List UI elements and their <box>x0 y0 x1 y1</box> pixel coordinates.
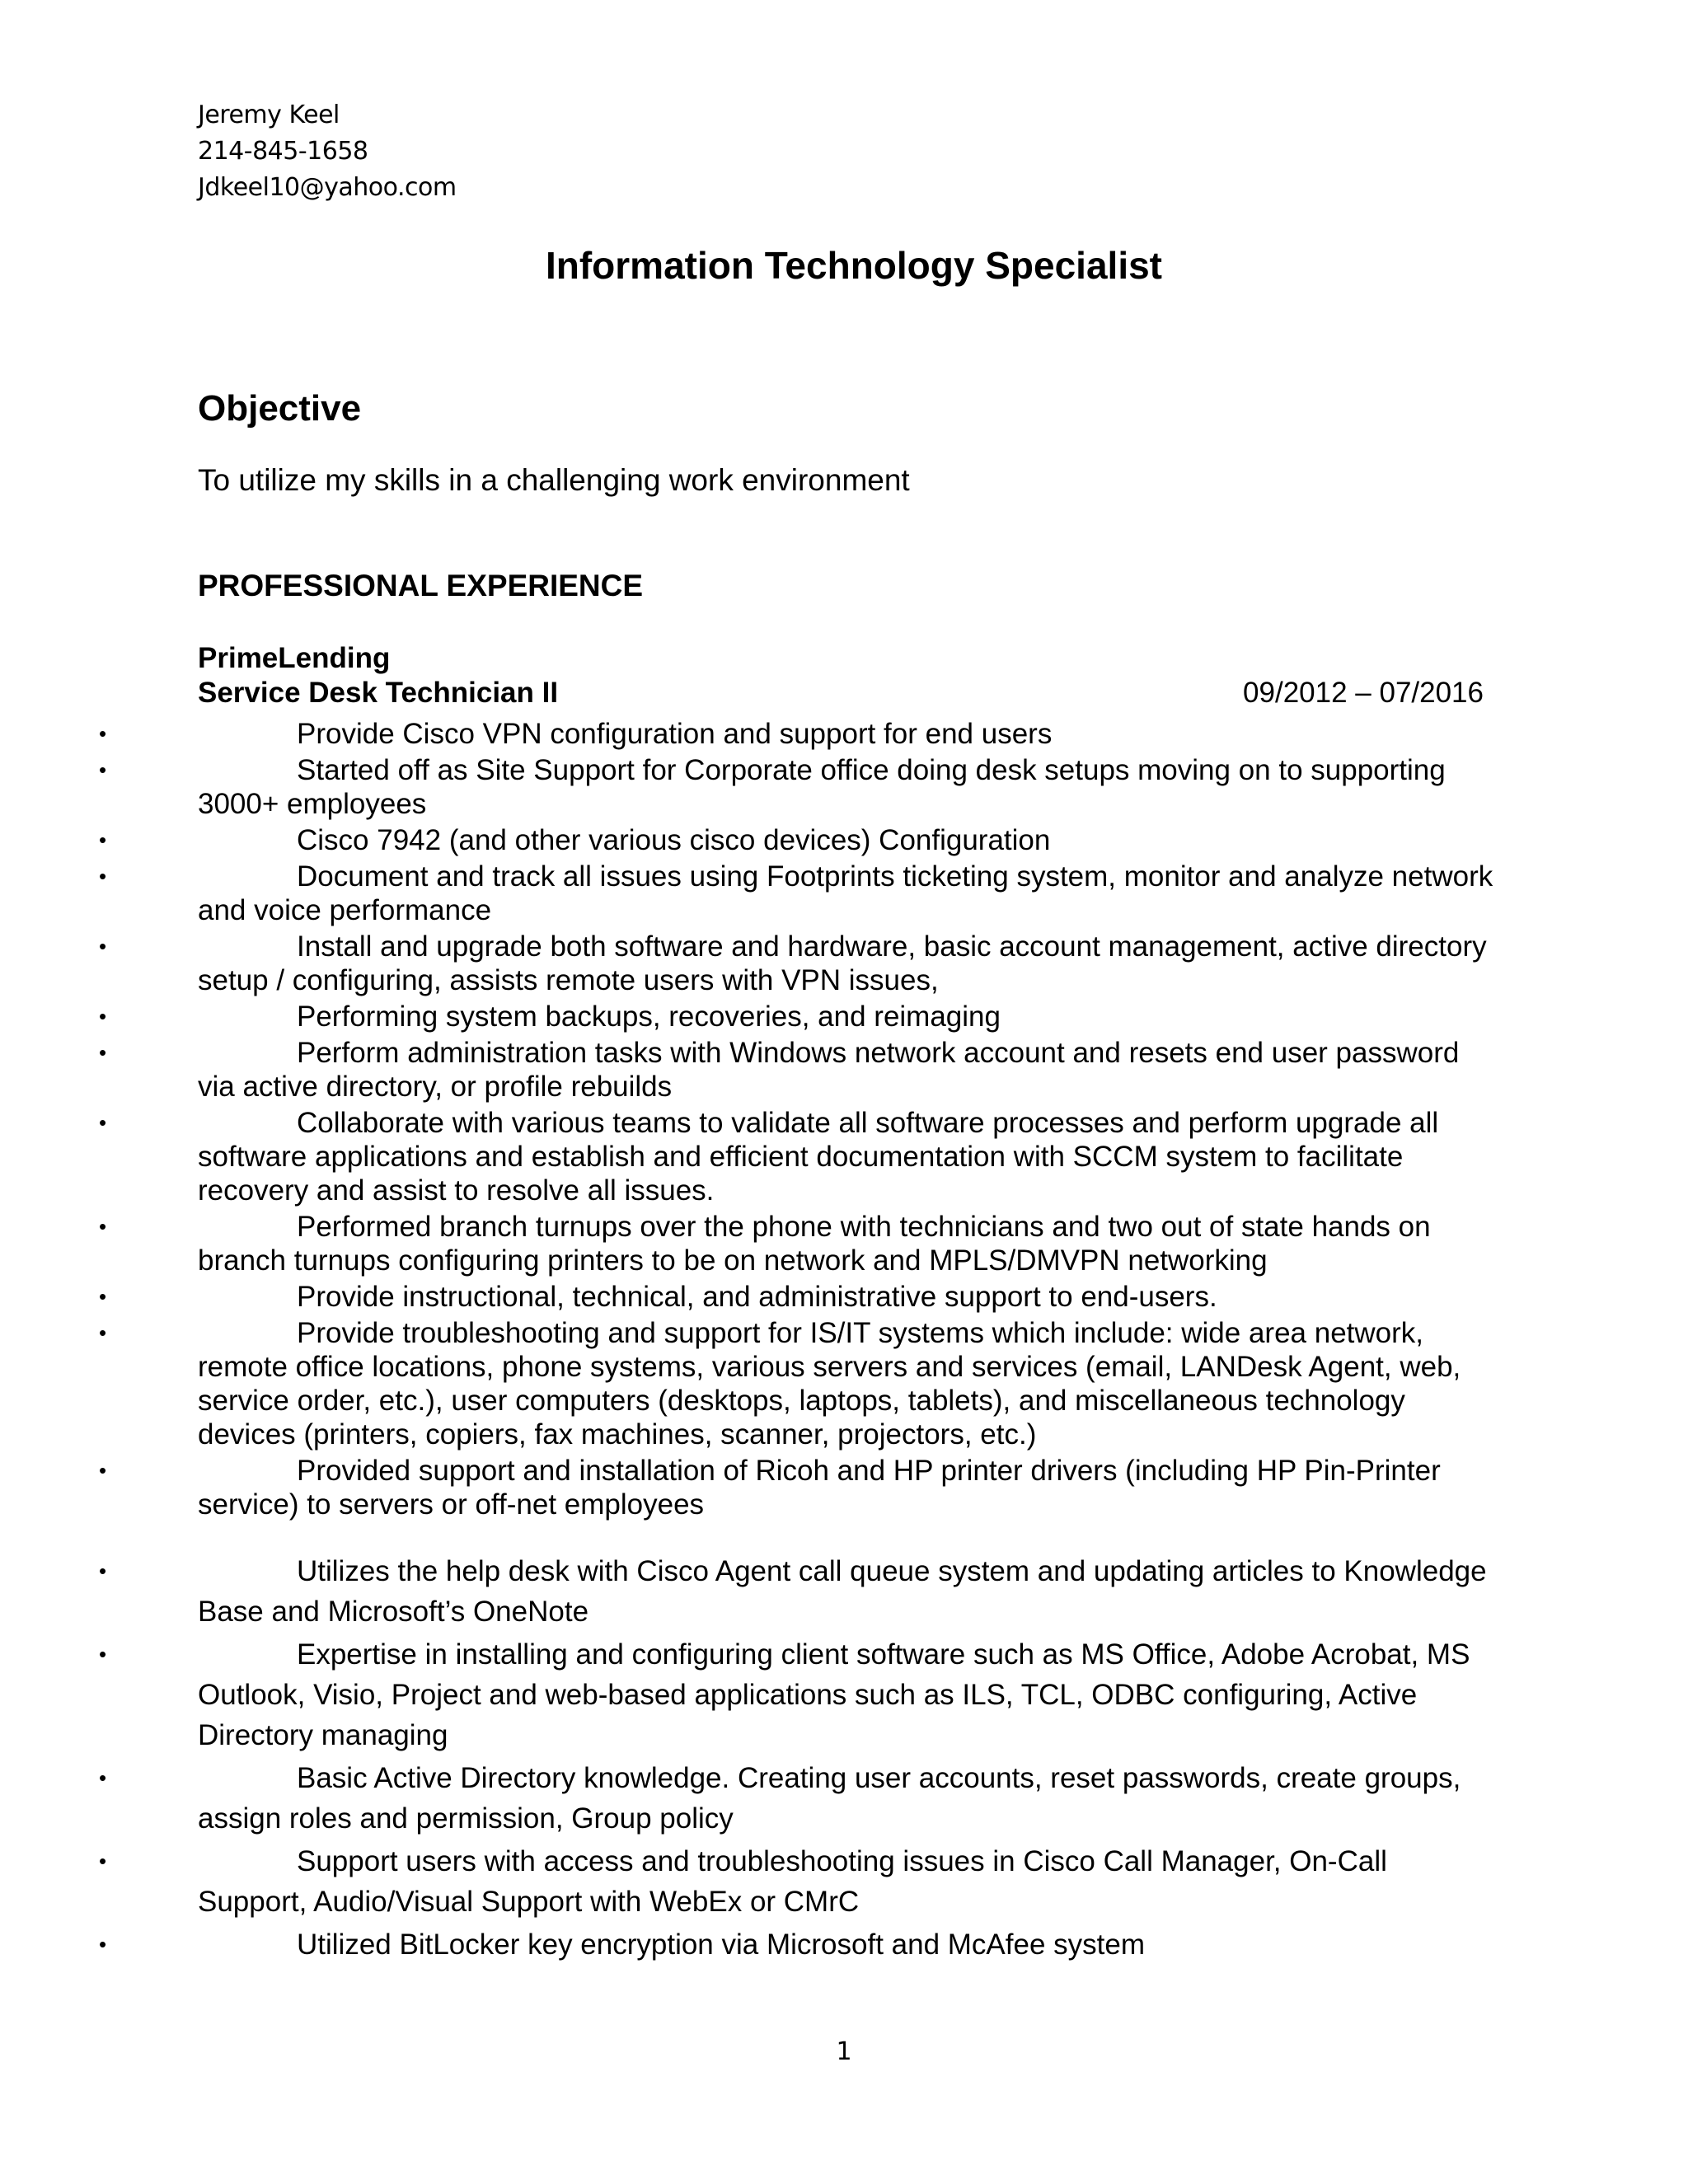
bullet-icon: • <box>99 827 107 852</box>
bullet-icon: • <box>99 721 107 746</box>
list-item: • Document and track all issues using Footprints ticketing system, monitor and analyze network and voice performance <box>99 860 1493 926</box>
list-item: • Collaborate with various teams to validate all software processes and perform upgrade all software applications and establish and efficient documentation with SCCM system to facilitate recovery and assist to resolve all issues. <box>99 1107 1439 1207</box>
bullet-icon: • <box>99 864 107 888</box>
job-header <box>198 674 1484 712</box>
list-item: • Provide Cisco VPN configuration and support for end users <box>99 718 1053 750</box>
bullet-icon: • <box>99 934 107 958</box>
contact-email: Jdkeel10@yahoo.com <box>198 173 457 202</box>
list-item: • Support users with access and troubleshooting issues in Cisco Call Manager, On-Call Support, Audio/Visual Support with WebEx or CMrC <box>198 1841 1500 1922</box>
list-item: • Performed branch turnups over the phone with technicians and two out of state hands on branch turnups configuring printers to be on network and MPLS/DMVPN networking <box>99 1211 1431 1277</box>
bullet-icon: • <box>99 1765 107 1790</box>
bullet-icon: • <box>99 1932 107 1957</box>
list-item: • Cisco 7942 (and other various cisco devices) Configuration <box>99 824 1051 856</box>
bullet-icon: • <box>99 1458 107 1483</box>
list-item: • Performing system backups, recoveries, and reimaging <box>99 1001 1001 1033</box>
document-title-row <box>0 241 1688 290</box>
list-item: • Provide instructional, technical, and administrative support to end-users. <box>99 1281 1217 1313</box>
list-item: • Utilized BitLocker key encryption via Microsoft and McAfee system <box>198 1924 1500 1965</box>
bullet-icon: • <box>99 1110 107 1135</box>
list-item: • Basic Active Directory knowledge. Creating user accounts, reset passwords, create groups, assign roles and permission, Group policy <box>198 1758 1500 1839</box>
objective-heading: Objective <box>198 388 362 429</box>
bullet-icon: • <box>99 757 107 782</box>
bullet-icon: • <box>99 1558 107 1583</box>
company-name: PrimeLending <box>198 642 391 674</box>
contact-name: Jeremy Keel <box>198 101 340 129</box>
bullet-icon: • <box>99 1849 107 1873</box>
bullet-icon: • <box>99 1642 107 1666</box>
page-number: 1 <box>836 2037 852 2066</box>
list-item: • Provide troubleshooting and support for IS/IT systems which include: wide area network, remote office locations, phone systems, various servers and services (email, LANDesk Agent, web, service order, etc.), user computers (desktops, laptops, tablets), and miscellaneous technology devices (printers, copiers, fax machines, scanner, projectors, etc.) <box>99 1317 1461 1451</box>
job-dates: 09/2012 – 07/2016 <box>1243 677 1484 709</box>
contact-phone: 214-845-1658 <box>198 137 368 166</box>
bullet-icon: • <box>99 1284 107 1309</box>
document-title: Information Technology Specialist <box>545 244 1163 287</box>
list-item: • Perform administration tasks with Windows network account and resets end user password via active directory, or profile rebuilds <box>99 1037 1460 1103</box>
bullet-icon: • <box>99 1040 107 1065</box>
bullet-icon: • <box>99 1214 107 1239</box>
bullet-icon: • <box>99 1004 107 1029</box>
list-item: • Started off as Site Support for Corporate office doing desk setups moving on to supporting 3000+ employees <box>99 754 1446 820</box>
objective-text: To utilize my skills in a challenging work environment <box>198 463 910 497</box>
bullet-icon: • <box>99 1320 107 1345</box>
list-item: • Provided support and installation of Ricoh and HP printer drivers (including HP Pin-Printer service) to servers or off-net employees <box>99 1455 1441 1521</box>
contact-block <box>198 97 457 206</box>
list-item: • Utilizes the help desk with Cisco Agent call queue system and updating articles to Knowledge Base and Microsoft’s OneNote <box>198 1551 1500 1632</box>
experience-heading: PROFESSIONAL EXPERIENCE <box>198 569 644 602</box>
list-item: • Install and upgrade both software and hardware, basic account management, active directory setup / configuring, assists remote users with VPN issues, <box>99 930 1487 996</box>
list-item: • Expertise in installing and configuring client software such as MS Office, Adobe Acrobat, MS Outlook, Visio, Project and web-based applications such as ILS, TCL, ODBC configuring, Active Directory managing <box>198 1634 1500 1755</box>
job-title: Service Desk Technician II <box>198 677 559 709</box>
responsibilities-list <box>99 717 1500 1967</box>
